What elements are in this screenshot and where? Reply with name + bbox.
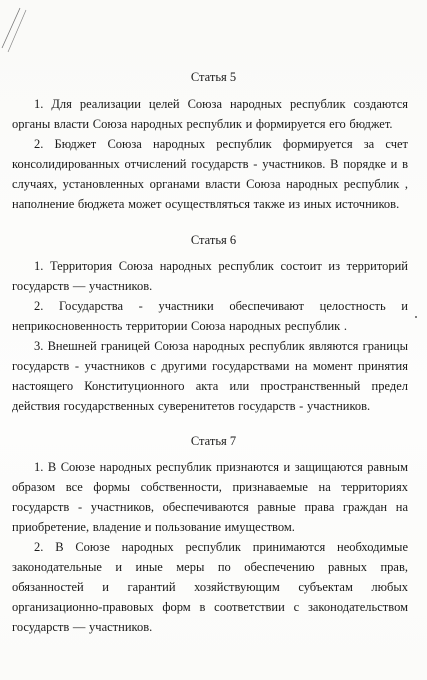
article-6-paragraph-3: 3. Внешней границей Союза народных республик являются границы государств - участников с другими государствами на момент принятия настоящего Конституционного акта или пространственный предел действия государственных суверенитетов государств - участников. [12, 339, 408, 413]
article-5-paragraph-2: 2. Бюджет Союза народных республик формируется за счет консолидированных отчислений государств - участников. В порядке и в случаях, установленных органами власти Союза народных республик , наполнение бюджета может осуществляться также из иных источников. [12, 137, 408, 211]
article-6-paragraph-2: 2. Государства - участники обеспечивают целостность и неприкосновенность территории Союза народных республик . [12, 299, 408, 333]
article-6-paragraph-1: 1. Территория Союза народных республик состоит из территорий государств — участников. [12, 259, 408, 293]
article-7-paragraph-2: 2. В Союзе народных республик принимаются необходимые законодательные и иные меры по обеспечению равных прав, обязанностей и гарантий хозяйствующим субъектам любых организационно-правовых форм в соответствии с законодательством государств — участников. [12, 540, 408, 634]
article-5-heading: Статья 5 [190, 70, 237, 84]
article-7-paragraph-1: 1. В Союзе народных республик признаются и защищаются равным образом все формы собственности, признаваемые на территориях государств - участников, обеспечиваются равные права граждан на приобретение, владение и пользование имуществом. [12, 460, 408, 534]
article-6-heading: Статья 6 [190, 233, 237, 247]
scan-dust-mark [415, 316, 417, 318]
article-7-heading: Статья 7 [190, 434, 237, 448]
scan-scratch-mark [0, 0, 60, 60]
article-5-paragraph-1: 1. Для реализации целей Союза народных республик создаются органы власти Союза народных республик и формируется его бюджет. [12, 97, 408, 131]
